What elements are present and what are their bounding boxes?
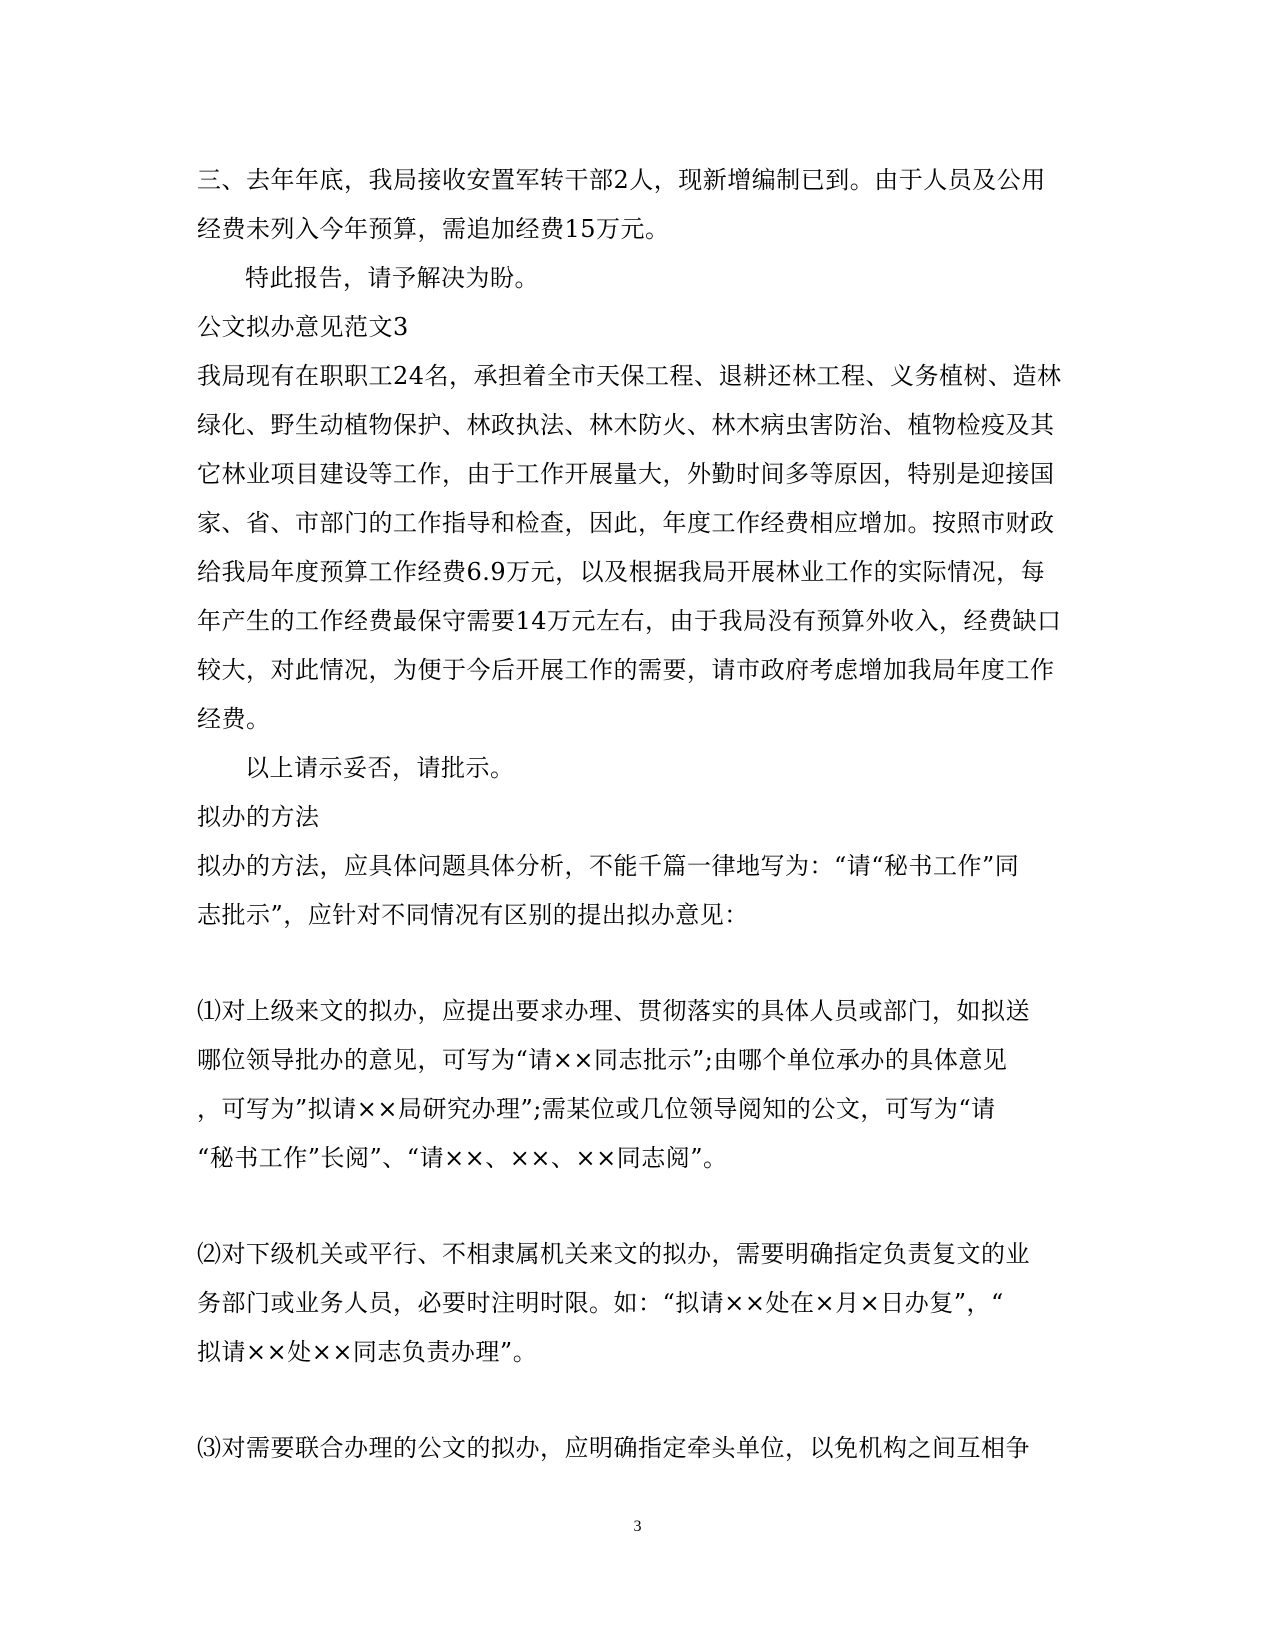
list-item-line: 务部门或业务人员，必要时注明时限。如：“拟请××处在×月×日办复”，“ — [197, 1289, 1004, 1317]
paragraph-line: 给我局年度预算工作经费6.9万元，以及根据我局开展林业工作的实际情况，每 — [197, 558, 1046, 586]
list-item-line: 拟请××处××同志负责办理”。 — [197, 1338, 538, 1366]
document-body — [197, 156, 1077, 1473]
paragraph-line: 志批示”，应针对不同情况有区别的提出拟办意见： — [197, 901, 749, 929]
paragraph-line: 经费未列入今年预算，需追加经费15万元。 — [197, 215, 670, 243]
paragraph-gap — [197, 1183, 1077, 1230]
paragraph-line: 年产生的工作经费最保守需要14万元左右，由于我局没有预算外收入，经费缺口 — [197, 607, 1062, 635]
list-item-line: “秘书工作”长阅”、“请××、××、××同志阅”。 — [197, 1144, 728, 1172]
paragraph-line: 较大，对此情况，为便于今后开展工作的需要，请市政府考虑增加我局年度工作 — [197, 656, 1055, 684]
paragraph-line: 三、去年年底，我局接收安置军转干部2人，现新增编制已到。由于人员及公用 — [197, 166, 1046, 194]
list-item-line: ，可写为”拟请××局研究办理”;需某位或几位领导阅知的公文，可写为“请 — [197, 1095, 996, 1123]
list-item-line: 哪位领导批办的意见，可写为“请××同志批示”;由哪个单位承办的具体意见 — [197, 1046, 1008, 1074]
section-heading: 拟办的方法 — [197, 803, 320, 831]
paragraph-line: 家、省、市部门的工作指导和检查，因此，年度工作经费相应增加。按照市财政 — [197, 509, 1055, 537]
paragraph-line: 特此报告，请予解决为盼。 — [245, 264, 539, 292]
paragraph-line: 经费。 — [197, 705, 271, 733]
section-heading: 公文拟办意见范文3 — [197, 313, 409, 341]
list-item-line: ⑴对上级来文的拟办，应提出要求办理、贯彻落实的具体人员或部门，如拟送 — [197, 997, 1030, 1025]
page-number: 3 — [633, 1518, 642, 1535]
paragraph-gap — [197, 940, 1077, 987]
paragraph-line: 我局现有在职职工24名，承担着全市天保工程、退耕还林工程、义务植树、造林 — [197, 362, 1062, 390]
list-item-line: ⑵对下级机关或平行、不相隶属机关来文的拟办，需要明确指定负责复文的业 — [197, 1240, 1030, 1268]
paragraph-line: 绿化、野生动植物保护、林政执法、林木防火、林木病虫害防治、植物检疫及其 — [197, 411, 1055, 439]
paragraph-line: 拟办的方法，应具体问题具体分析，不能千篇一律地写为：“请“秘书工作”同 — [197, 852, 1020, 880]
paragraph-gap — [197, 1377, 1077, 1424]
paragraph-line: 它林业项目建设等工作，由于工作开展量大，外勤时间多等原因，特别是迎接国 — [197, 460, 1055, 488]
paragraph-line: 以上请示妥否，请批示。 — [245, 754, 515, 782]
list-item-line: ⑶对需要联合办理的公文的拟办，应明确指定牵头单位，以免机构之间互相争 — [197, 1434, 1030, 1462]
